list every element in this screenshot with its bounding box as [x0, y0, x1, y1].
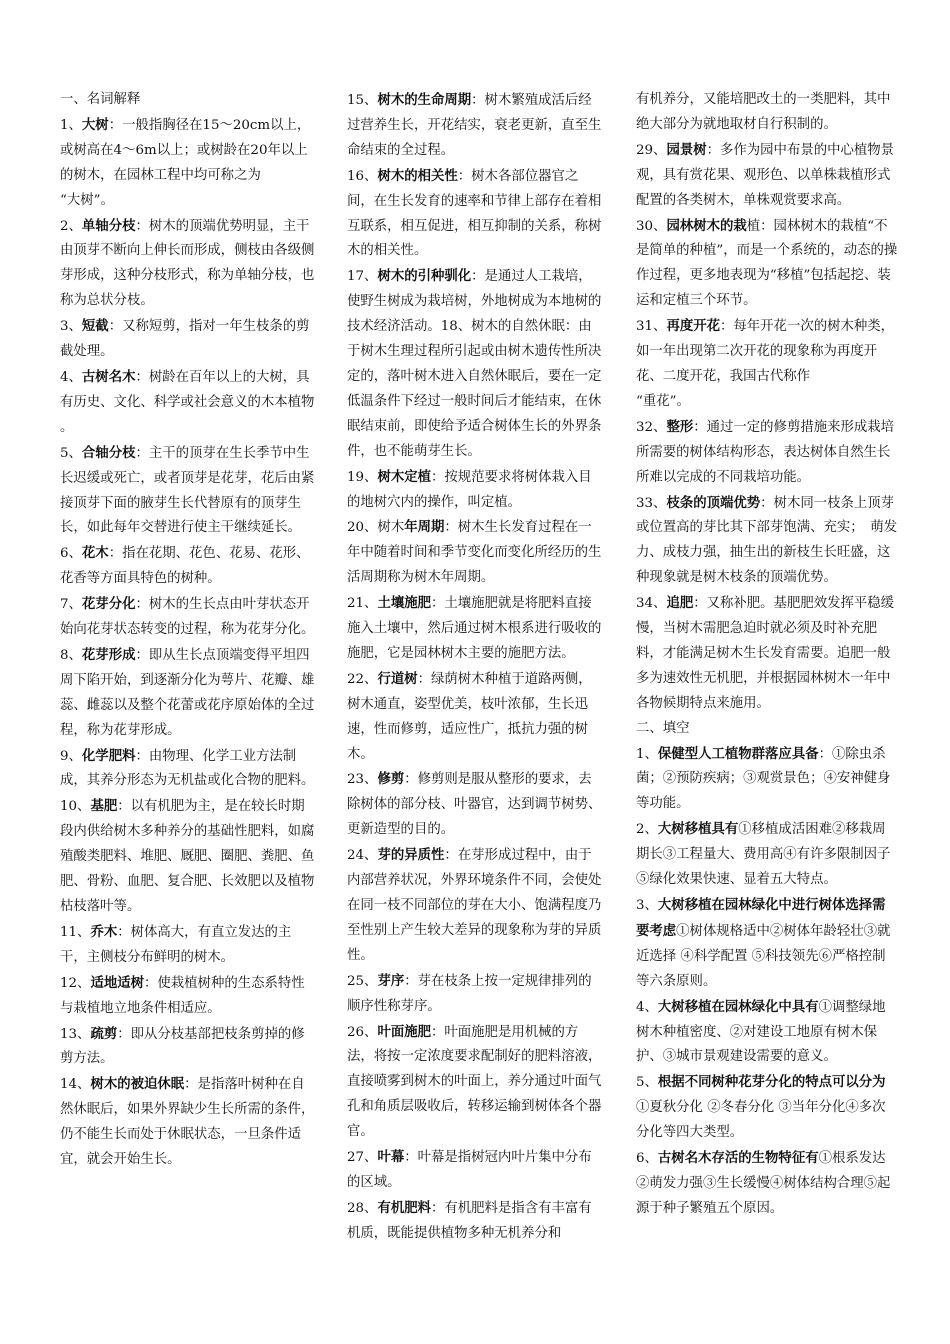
entry: [60, 1022, 318, 1073]
entry: [636, 717, 898, 742]
entry-number: 1、: [636, 746, 658, 762]
entry: [60, 441, 318, 542]
entry-text: ：树木各部位器官之间，在生长发育的速率和节律上部存在着相互联系，相互促进，相互抑制的关系，称树木的相关性。: [347, 168, 602, 259]
entry-term: 合轴分枝: [81, 444, 136, 461]
entry-number: 3、: [636, 898, 658, 913]
entry-term: 行道树: [377, 670, 418, 687]
entry-term: 大树移植具有: [657, 821, 739, 838]
entry-term: 树木定植: [377, 468, 431, 485]
entry-text: ①移植成活困难②移栽周期长③工程量大、费用高④有许多限制因子⑤绿化效果快速、显着五大特点。: [636, 822, 891, 888]
entry-text: ：又称补肥。基肥肥效发挥平稳缓慢，当树木需肥急迫时就必须及时补充肥料，才能满足树木生长发育需要。追肥一般多为速效性无机肥，并根据园林树木一年中各物候期特点来施用。: [636, 596, 895, 711]
entry-number: 3、: [60, 319, 82, 335]
entry-number: 32、: [636, 419, 667, 435]
entry-term: 园林树木的栽: [666, 217, 747, 234]
entry-text: ：叶面施肥是用机械的方法，将按一定浓度要求配制好的肥料溶液，直接喷雾到树木的叶面上，养分通过叶面气孔和角质层吸收后，转移运输到树体各个器官。: [347, 1024, 602, 1140]
entry: [347, 843, 605, 969]
entry: [347, 969, 605, 1020]
entry-text: ：是指落叶树种在自然休眠后，如果外界缺少生长所需的条件，仍不能生长而处于休眠状态，一旦条件适宜，就会开始生长。: [60, 1077, 315, 1168]
entry-term: 叶幕: [377, 1149, 405, 1166]
entry-text: ：通过一定的修剪措施来形成栽培所需要的树体结构形态，表达树体自然生长所难以完成的不同栽培功能。: [636, 419, 895, 485]
entry-term: 大树移植在园林绿化中进行树体选择需要考虑: [636, 897, 886, 939]
entry: [347, 515, 605, 591]
entry-text: ：主干的顶芽在生长季节中生长迟缓或死亡，或者顶芽是花芽，花后由紧接顶芽下面的腋芽生长代替原有的顶芽生长，如此每年交替进行使主干继续延长。: [60, 445, 315, 536]
entry: [347, 667, 605, 768]
entry: [347, 1196, 605, 1247]
entry-text: ：以有机肥为主，是在较长时期段内供给树木多种养分的基础性肥料，如腐殖酸类肥料、堆肥、厩肥、圈肥、粪肥、鱼肥、骨粉、血肥、复合肥、长效肥以及植物枯枝落叶等。: [60, 799, 315, 914]
entry-text: ：树木的生长点由叶芽状态开始向花芽状态转变的过程，称为花芽分化。: [60, 597, 315, 638]
entry-text: ：芽在枝条上按一定规律排列的顺序性称芽序。: [347, 973, 592, 1014]
entry: [636, 995, 898, 1071]
entry: [636, 314, 898, 415]
entry-number: 8、: [60, 647, 82, 663]
entry-term: 整形: [666, 418, 694, 435]
entry-text: 二、填空: [636, 720, 690, 736]
entry-number: 12、: [60, 975, 91, 991]
entry-term: 再度开花: [666, 318, 720, 335]
entry-number: 28、: [347, 1200, 378, 1216]
entry: [60, 113, 318, 214]
entry: [636, 1146, 898, 1222]
entry: [636, 214, 898, 315]
entry-text: ：绿荫树木种植于道路两侧，树木通直，姿型优美，枝叶浓郁，生长迅速，性而修剪，适应性广，抵抗力强的树木。: [347, 671, 592, 762]
entry-term: 单轴分枝: [81, 217, 136, 234]
entry: [60, 1072, 318, 1173]
entry-term: 树木的引种驯化: [377, 268, 472, 285]
entry-number: 30、: [636, 218, 667, 234]
entry-number: 14、: [60, 1077, 91, 1093]
entry: [347, 1145, 605, 1196]
entry-number: 34、: [636, 596, 667, 612]
entry-term: 修剪: [377, 771, 405, 788]
entry: [60, 314, 318, 365]
entry: [636, 817, 898, 893]
entry: [636, 742, 898, 818]
entry-number: 21、: [347, 596, 378, 612]
entry-number: 24、: [347, 848, 378, 864]
entry-number: 17、: [347, 269, 378, 285]
entry-number: 7、: [60, 597, 82, 613]
entry-number: 33、: [636, 495, 667, 511]
entry-text: ：是通过人工栽培，使野生树成为栽培树，外地树成为本地树的技术经济活动。18、树木的自然休眠：由于树木生理过程所引起或由树木遗传性所决定的，落叶树木进入自然休眠后，要在一定低温条件下经过一般时间后才能结束，在休眠结束前，即使给予适合树体生长的外界条件，也不能萌芽生长。: [347, 269, 602, 459]
entry-term: 乔木: [90, 923, 118, 940]
entry-number: 4、: [60, 369, 82, 385]
entry-text: ①夏秋分化 ②冬春分化 ③当年分化④多次分化等四大类型。: [636, 1100, 886, 1141]
entry-term: 芽的异质性: [377, 847, 445, 864]
entry: [347, 1020, 605, 1146]
entry-text: ：土壤施肥就是将肥料直接施入土壤中，然后通过树木根系进行吸收的施肥，它是园林树木主要的施肥方法。: [347, 596, 602, 661]
entry-number: 27、: [347, 1150, 378, 1166]
entry-term: 年周期: [404, 519, 445, 536]
entry-number: 26、: [347, 1024, 378, 1040]
entry-text: 一、名词解释: [60, 92, 141, 107]
entry-text: 有机养分，又能培肥改土的一类肥料，其中绝大部分为就地取材自行积制的。: [636, 92, 891, 132]
entry-number: 5、: [636, 1075, 658, 1091]
text-column-2: [347, 88, 605, 1247]
entry-term: 疏剪: [90, 1025, 118, 1042]
text-column-1: [60, 88, 318, 1173]
entry-text: 植：园林树木的栽植“不是简单的种植”，而是一个系统的，动态的操作过程，更多地表现为“移植”包括起挖、装运和定植三个环节。: [636, 218, 898, 309]
entry-text: ①树体规格适中②树体年龄轻壮③就近选择 ④科学配置 ⑤科技领先⑥严格控制等六条原则。: [636, 923, 891, 989]
entry-number: 22、: [347, 671, 378, 687]
entry-text: ①调整绿地树木种植密度、②对建设工地原有树木保护、③城市景观建设需要的意义。: [636, 999, 886, 1065]
entry-term: 树木的生命周期: [377, 92, 472, 108]
entry-term: 花芽分化: [81, 596, 136, 613]
entry-text: ：树龄在百年以上的大树，具有历史、文化、科学或社会意义的木本植物 。: [60, 369, 319, 435]
entry: [60, 88, 318, 113]
entry-term: 叶面施肥: [377, 1023, 431, 1040]
entry-term: 枝条的顶端优势: [666, 494, 761, 511]
entry-term: 园景树: [666, 141, 707, 158]
entry-term: 花木: [81, 545, 109, 562]
entry-number: 10、: [60, 799, 91, 815]
entry-number: 20、树木: [347, 520, 405, 536]
entry-number: 9、: [60, 748, 82, 764]
entry-text: ：修剪则是服从整形的要求，去除树体的部分枝、叶器官，达到调节树势、更新造型的目的。: [347, 772, 602, 838]
entry: [60, 592, 318, 643]
entry-text: ：在芽形成过程中，由于内部营养状况，外界环境条件不同，会使处在同一枝不同部位的芽在大小、饱满程度乃至性别上产生较大差异的现象称为芽的异质性。: [347, 848, 602, 963]
entry-text: ：树木繁殖成活后经过营养生长，开花结实，衰老更新，直至生命结束的全过程。: [347, 93, 602, 158]
entry-text: ①根系发达②萌发力强③生长缓慢④树体结构合理⑤起源于种子繁殖五个原因。: [636, 1151, 891, 1216]
entry-number: 16、: [347, 168, 378, 184]
entry-term: 树木的相关性: [377, 167, 458, 184]
entry-text: ：树木的顶端优势明显，主干由顶芽不断向上伸长而形成，侧枝由各级侧芽形成，这种分枝形式，称为单轴分枝，也称为总状分枝。: [60, 218, 315, 309]
entry-text: ：即从生长点顶端变得平坦四周下陷开始，到逐渐分化为萼片、花瓣、雄蕊、雌蕊以及整个花蕾或花序原始体的全过程，称为花芽形成。: [60, 647, 315, 738]
entry-term: 保健型人工植物群落应具备: [657, 745, 819, 762]
entry: [347, 767, 605, 843]
entry-text: ：使栽植树种的生态系特性与栽植地立地条件相适应。: [60, 975, 305, 1016]
entry-number: 6、: [636, 1151, 658, 1167]
entry-term: 追肥: [666, 595, 694, 612]
entry-text: ：由物理、化学工业方法制成，其养分形态为无机盐或化合物的肥料。: [60, 748, 315, 789]
entry-term: 花芽形成: [81, 646, 136, 663]
entry-text: ：①除虫杀菌；②预防疾病；③观赏景色；④安神健身等功能。: [636, 746, 891, 812]
entry-text: ：即从分枝基部把枝条剪掉的修剪方法。: [60, 1026, 305, 1067]
entry-number: 2、: [636, 822, 658, 838]
entry-number: 1、: [60, 117, 82, 133]
entry-text: ：树木生长发育过程在一年中随着时间和季节变化而变化所经历的生活周期称为树木年周期。: [347, 520, 602, 586]
entry: [60, 214, 318, 315]
entry-text: ：树木同一枝条上顶芽或位置高的芽比其下部芽饱满、充实； 萌发力、成枝力强，抽生出的新枝生长旺盛，这种现象就是树木枝条的顶端优势。: [636, 495, 898, 586]
entry: [60, 365, 318, 441]
entry-text: ：又称短剪，指对一年生枝条的剪截处理。: [60, 319, 310, 360]
entry-term: 芽序: [377, 972, 405, 989]
entry-number: 23、: [347, 772, 378, 788]
entry: [347, 164, 605, 265]
entry: [347, 88, 605, 164]
entry-number: 15、: [347, 93, 378, 108]
entry-term: 有机肥料: [377, 1199, 431, 1216]
entry: [636, 88, 898, 138]
entry-term: 大树移植在园林绿化中具有: [657, 998, 819, 1015]
entry-text: ：每年开花一次的树木种类，如一年出现第二次开花的现象称为再度开花、二度开花，我国古代称作 “重花”。: [636, 319, 895, 409]
entry-term: 古树名木存活的生物特征有: [657, 1150, 819, 1167]
entry-term: 树木的被迫休眠: [90, 1076, 185, 1093]
entry-text: ：多作为园中布景的中心植物景观，具有赏花果、观形色、以单株栽植形式配置的各类树木，单株观赏要求高。: [636, 142, 895, 208]
entry: [60, 971, 318, 1022]
entry: [636, 491, 898, 592]
entry-number: 29、: [636, 142, 667, 158]
entry-number: 2、: [60, 218, 82, 234]
entry-number: 6、: [60, 546, 82, 562]
entry-number: 13、: [60, 1026, 91, 1042]
entry-term: 化学肥料: [81, 747, 136, 764]
entry: [636, 138, 898, 214]
entry-text: ：有机肥料是指含有丰富有机质，既能提供植物多种无机养分和: [347, 1200, 592, 1241]
entry-number: 5、: [60, 445, 82, 461]
entry: [347, 465, 605, 516]
entry: [60, 920, 318, 971]
entry-term: 短截: [81, 318, 109, 335]
entry: [636, 591, 898, 717]
entry-text: ：一般指胸径在15～20cm以上，或树高在4～6m以上；或树龄在20年以上的树木，在园林工程中均可称之为 “大树”。: [60, 117, 311, 208]
entry-term: 古树名木: [81, 368, 136, 385]
entry-term: 基肥: [90, 798, 118, 815]
entry: [347, 591, 605, 667]
entry: [636, 415, 898, 491]
entry-number: 31、: [636, 319, 667, 335]
entry-term: 大树: [81, 116, 109, 133]
entry-number: 25、: [347, 973, 378, 989]
entry-term: 适地适树: [90, 974, 144, 991]
entry: [60, 794, 318, 920]
entry-number: 19、: [347, 469, 378, 485]
entry: [60, 541, 318, 592]
entry-term: 土壤施肥: [377, 595, 431, 612]
entry-text: ：指在花期、花色、花易、花形、花香等方面具特色的树种。: [60, 546, 310, 587]
entry-text: ：叶幕是指树冠内叶片集中分布的区域。: [347, 1150, 592, 1190]
entry: [347, 264, 605, 464]
entry-term: 根据不同树种花芽分化的特点可以分为: [657, 1074, 886, 1091]
entry-text: ：按规范要求将树体栽入目的地树穴内的操作，叫定植。: [347, 469, 592, 510]
entry-text: ：树体高大，有直立发达的主干，主侧枝分布鲜明的树木。: [60, 924, 292, 965]
entry: [636, 1070, 898, 1146]
entry: [60, 744, 318, 795]
entry: [60, 643, 318, 744]
entry: [636, 893, 898, 995]
text-column-3: [636, 88, 898, 1222]
entry-number: 11、: [60, 924, 91, 940]
entry-number: 4、: [636, 999, 658, 1015]
